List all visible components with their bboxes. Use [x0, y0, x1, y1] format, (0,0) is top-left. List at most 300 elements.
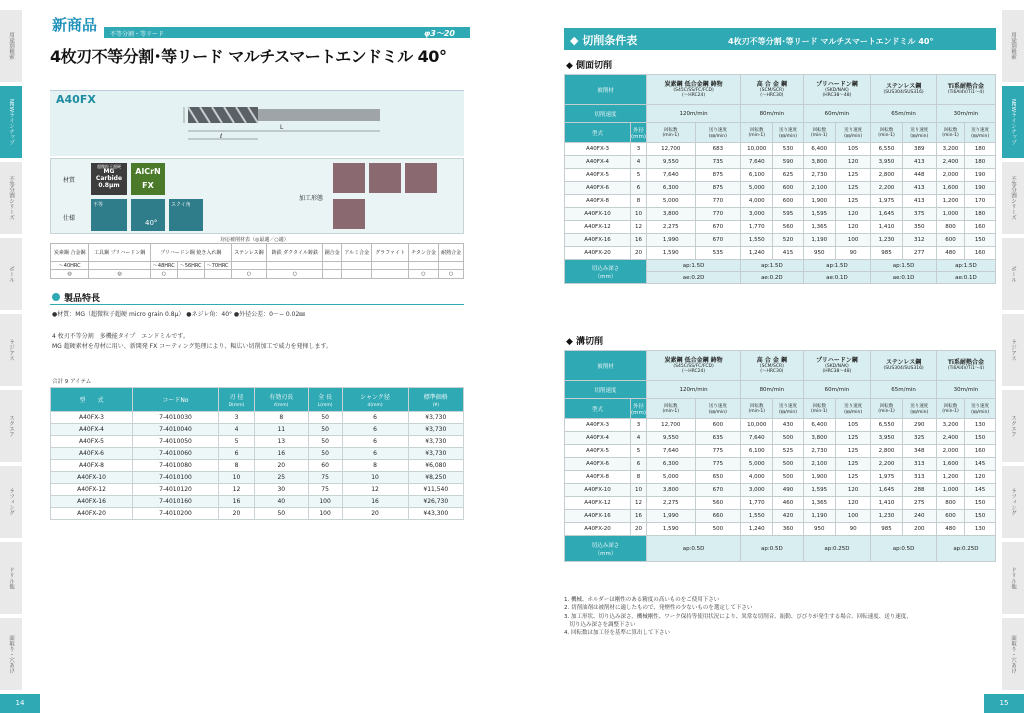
material-cell: [871, 75, 937, 105]
table-cell: A40FX-20: [565, 523, 631, 536]
mg-tag-text: MG Carbide 0.8μm: [95, 168, 123, 189]
table-cell: A40FX-8: [565, 471, 631, 484]
endmill-drawing: [180, 97, 400, 153]
rpm-label: 回転数 (min-1): [871, 399, 902, 419]
table-cell: 530: [773, 143, 803, 156]
table-cell: 5: [631, 445, 647, 458]
rpm-label: 回転数 (min-1): [936, 123, 964, 143]
table-cell: 3,000: [741, 484, 773, 497]
table-cell: 600: [936, 234, 964, 247]
table-cell: 2,100: [803, 182, 835, 195]
table-cell: 1,975: [871, 471, 902, 484]
table-cell: 6,550: [871, 143, 902, 156]
table-cell: 800: [936, 497, 964, 510]
table-cell: 1,900: [803, 471, 835, 484]
work-sub: [439, 262, 464, 270]
table-cell: 1,600: [936, 458, 964, 471]
table-cell: 6: [342, 412, 408, 424]
table-row: [565, 497, 996, 510]
table-cell: 7-4010050: [133, 436, 219, 448]
side-tab[interactable]: NEWラインナップ: [0, 86, 22, 158]
side-tab[interactable]: ボール: [0, 238, 22, 310]
col-dia-unit: D(mm): [228, 402, 245, 408]
table-cell: 500: [773, 432, 803, 445]
table-row: [565, 156, 996, 169]
speed-cell: 60m/min: [803, 381, 871, 399]
table-cell: 2,200: [871, 182, 902, 195]
section-title: ◆ 切削条件表: [570, 34, 638, 47]
table-cell: 105: [836, 419, 871, 432]
table-cell: A40FX-4: [565, 432, 631, 445]
table-cell: 75: [308, 484, 342, 496]
spec-icon-rake-label: スクイ角: [171, 202, 191, 208]
table-cell: 16: [631, 234, 647, 247]
note-1: 1. 機械、ホルダーは剛性のある精度の高いものをご使用下さい: [564, 597, 720, 603]
material-sub: (S45C/SS/FC/FCD) (〜HRC24): [673, 87, 714, 99]
table-row: [565, 195, 996, 208]
table-cell: 7-4010040: [133, 424, 219, 436]
table-cell: 180: [965, 143, 996, 156]
speed-cell: 30m/min: [936, 381, 995, 399]
spec-icon-rake: [169, 199, 203, 231]
material-name: プリハードン鋼: [816, 80, 858, 88]
table-cell: 413: [902, 195, 936, 208]
material-cell: [803, 75, 871, 105]
table-cell: 2,100: [803, 458, 835, 471]
table-cell: ¥43,300: [408, 508, 463, 520]
table-cell: 150: [965, 510, 996, 523]
spec-grid: [50, 158, 464, 234]
table-cell: 1,200: [936, 195, 964, 208]
table-cell: 670: [695, 234, 741, 247]
table-cell: 375: [902, 208, 936, 221]
table-cell: 313: [902, 471, 936, 484]
table-cell: 3: [631, 419, 647, 432]
table-cell: 6: [219, 448, 255, 460]
table-cell: 8: [219, 460, 255, 472]
table-row: [51, 448, 464, 460]
material-sub: (Ti6Al4V/Ti1〜4): [947, 366, 984, 372]
col-flute-unit: ℓ(mm): [274, 402, 289, 408]
machining-icon-4: [333, 199, 365, 229]
side-tab[interactable]: 用途別検索: [1002, 10, 1024, 82]
table-cell: 180: [965, 208, 996, 221]
table-cell: 16: [631, 510, 647, 523]
feed-label: 送り速度 (㎜/min): [695, 399, 741, 419]
table-cell: 6,100: [741, 169, 773, 182]
work-col: プリハードン鋼 焼き入れ鋼: [150, 244, 231, 262]
table-cell: 190: [965, 182, 996, 195]
work-mark: ○: [439, 270, 464, 279]
table-row: [565, 143, 996, 156]
table-cell: 500: [773, 471, 803, 484]
workpiece-table: [50, 243, 464, 279]
new-product-badge: 新商品: [52, 16, 98, 34]
table-cell: 2,400: [936, 432, 964, 445]
table-cell: 415: [773, 247, 803, 260]
table-cell: A40FX-6: [565, 182, 631, 195]
table-cell: 275: [902, 497, 936, 510]
side-cut-title: ◆ 側面切削: [566, 61, 613, 71]
table-cell: 635: [695, 432, 741, 445]
col-length-unit: L(mm): [317, 402, 333, 408]
table-cell: 430: [773, 419, 803, 432]
work-mark: ○: [231, 270, 267, 279]
table-row: [51, 496, 464, 508]
speed-cell: 120m/min: [647, 381, 741, 399]
table-cell: 12: [219, 484, 255, 496]
feed-label: 送り速度 (㎜/min): [836, 123, 871, 143]
machining-icon-2: [369, 163, 401, 193]
product-header-row: [51, 388, 464, 412]
table-cell: A40FX-20: [51, 508, 133, 520]
table-cell: 6,400: [803, 419, 835, 432]
feed-label: 送り速度 (㎜/min): [902, 123, 936, 143]
table-cell: 1,550: [741, 510, 773, 523]
table-cell: 7-4010120: [133, 484, 219, 496]
rpm-label: 回転数 (min-1): [647, 399, 696, 419]
table-row: [51, 460, 464, 472]
table-cell: 650: [695, 471, 741, 484]
table-cell: 413: [902, 156, 936, 169]
work-mark: ○: [408, 270, 438, 279]
spec-icon-helix-label: 40°: [145, 219, 158, 227]
table-row: [565, 432, 996, 445]
table-cell: 12: [342, 484, 408, 496]
table-cell: 7-4010080: [133, 460, 219, 472]
side-tab[interactable]: ラフィング: [1002, 466, 1024, 538]
table-cell: 770: [695, 195, 741, 208]
table-cell: 6: [342, 436, 408, 448]
table-cell: 7-4010030: [133, 412, 219, 424]
work-mark: ◎: [51, 270, 89, 279]
table-cell: 3,800: [803, 432, 835, 445]
table-cell: A40FX-3: [565, 419, 631, 432]
side-tab[interactable]: NEWラインナップ: [1002, 86, 1024, 158]
table-cell: 1,190: [803, 510, 835, 523]
table-cell: ¥3,730: [408, 448, 463, 460]
table-cell: 590: [773, 156, 803, 169]
work-sub: 〜70HRC: [204, 262, 231, 270]
table-cell: 40: [254, 496, 308, 508]
table-cell: 2,200: [871, 458, 902, 471]
table-cell: 1,000: [936, 208, 964, 221]
table-cell: 950: [803, 247, 835, 260]
ap-cell: ap:1.5D: [871, 260, 937, 272]
col-flute: [254, 388, 308, 412]
note-2: 2. 切削油剤は被削材に適したもので、発煙性の少ないものを選定して下さい: [564, 605, 753, 612]
depth-label: 切込み深さ （mm）: [565, 260, 647, 284]
table-cell: 5,000: [741, 182, 773, 195]
work-col: 銅合金: [323, 244, 342, 262]
table-cell: ¥26,730: [408, 496, 463, 508]
table-cell: 125: [836, 432, 871, 445]
table-cell: 600: [936, 510, 964, 523]
side-tab[interactable]: ラジアス: [0, 314, 22, 386]
table-cell: 6,300: [647, 458, 696, 471]
table-cell: 25: [254, 472, 308, 484]
table-cell: 1,770: [741, 221, 773, 234]
section-sub: 4枚刃不等分割･等リード マルチスマートエンドミル 40°: [728, 37, 934, 46]
material-name: ステンレス鋼: [885, 359, 922, 367]
table-cell: 50: [308, 448, 342, 460]
material-cell: [936, 75, 995, 105]
table-cell: 600: [773, 182, 803, 195]
table-cell: 2,000: [936, 445, 964, 458]
table-row: [565, 169, 996, 182]
table-cell: 6,300: [647, 182, 696, 195]
work-mark: [342, 270, 372, 279]
table-cell: 170: [965, 195, 996, 208]
table-cell: 10,000: [741, 143, 773, 156]
unit-row: [565, 399, 996, 419]
table-cell: 1,590: [647, 247, 696, 260]
material-sub: (Ti6Al4V/Ti1〜4): [947, 90, 984, 96]
speed-row: [565, 381, 996, 399]
feed-label: 送り速度 (㎜/min): [965, 399, 996, 419]
side-tab[interactable]: ボール: [1002, 238, 1024, 310]
table-cell: 150: [965, 234, 996, 247]
table-cell: 20: [342, 508, 408, 520]
table-cell: 120: [836, 484, 871, 497]
side-tab[interactable]: ドリル他: [1002, 542, 1024, 614]
table-cell: 7,640: [741, 156, 773, 169]
work-sub: 〜48HRC: [150, 262, 177, 270]
product-table: [50, 387, 464, 520]
table-cell: 50: [308, 424, 342, 436]
table-cell: A40FX-16: [565, 234, 631, 247]
side-tab[interactable]: 不等分割シリーズ: [0, 162, 22, 234]
table-cell: 560: [773, 221, 803, 234]
rpm-label: 回転数 (min-1): [803, 399, 835, 419]
table-cell: 1,190: [803, 234, 835, 247]
table-cell: 100: [308, 508, 342, 520]
table-cell: 12,700: [647, 419, 696, 432]
table-cell: 600: [695, 419, 741, 432]
table-cell: A40FX-10: [51, 472, 133, 484]
feed-label: 送り速度 (㎜/min): [695, 123, 741, 143]
table-row: [565, 234, 996, 247]
table-cell: 10: [219, 472, 255, 484]
table-cell: 595: [773, 208, 803, 221]
rpm-label: 回転数 (min-1): [871, 123, 902, 143]
table-cell: 10: [631, 484, 647, 497]
table-row: [565, 523, 996, 536]
table-cell: ¥8,250: [408, 472, 463, 484]
item-count: 合計 9 アイテム: [52, 379, 92, 385]
table-cell: 490: [773, 484, 803, 497]
side-tab[interactable]: 面取り・穴あけ: [0, 618, 22, 690]
material-sub: (SKD/NAK) (HRC38〜48): [822, 87, 852, 99]
table-cell: 1,645: [871, 484, 902, 497]
table-cell: A40FX-6: [51, 448, 133, 460]
feature-line: ●材質：MG（超微粒子超硬 micro grain 0.8μ） ●ネジレ角：40° ●外径公差：0〜− 0.02㎜: [52, 311, 306, 318]
machining-icon-3: [405, 163, 437, 193]
dia-label: 外径 (mm): [631, 123, 647, 143]
table-row: [565, 484, 996, 497]
table-cell: 7-4010060: [133, 448, 219, 460]
rpm-label: 回転数 (min-1): [741, 123, 773, 143]
table-cell: 125: [836, 195, 871, 208]
table-cell: 145: [965, 484, 996, 497]
spec-label: 仕様: [63, 215, 76, 222]
desc-line-1: 4 枚刃不等分割 多機能タイプ エンドミルです。: [52, 333, 189, 340]
feature-rule: [50, 304, 464, 305]
table-cell: 190: [965, 169, 996, 182]
table-cell: ¥6,080: [408, 460, 463, 472]
table-cell: 125: [836, 471, 871, 484]
table-cell: 10,000: [741, 419, 773, 432]
col-length: [308, 388, 342, 412]
table-cell: 560: [695, 497, 741, 510]
table-cell: 3,200: [936, 419, 964, 432]
material-row: [565, 75, 996, 105]
table-cell: 7,640: [647, 169, 696, 182]
table-cell: 4: [631, 156, 647, 169]
table-cell: 90: [836, 247, 871, 260]
table-cell: A40FX-12: [565, 497, 631, 510]
type-label: 型式: [565, 123, 631, 143]
table-cell: 200: [902, 523, 936, 536]
table-cell: 6: [342, 448, 408, 460]
col-type-label: 型 式: [79, 397, 104, 404]
table-cell: 11: [254, 424, 308, 436]
note-4: 4. 回転数は加工径を基準に算出して下さい: [564, 630, 670, 636]
material-cell: [741, 351, 803, 381]
table-cell: 1,900: [803, 195, 835, 208]
table-cell: 20: [219, 508, 255, 520]
table-cell: 1,645: [871, 208, 902, 221]
table-cell: A40FX-16: [51, 496, 133, 508]
table-cell: 625: [773, 169, 803, 182]
table-cell: 360: [773, 523, 803, 536]
table-cell: A40FX-12: [51, 484, 133, 496]
table-cell: 9,550: [647, 156, 696, 169]
table-cell: 1,200: [936, 471, 964, 484]
side-tab[interactable]: 不等分割シリーズ: [1002, 162, 1024, 234]
material-name: 炭素鋼 低合金鋼 鋳物: [664, 356, 723, 364]
table-cell: 775: [695, 458, 741, 471]
table-cell: 3: [631, 143, 647, 156]
table-cell: 600: [773, 195, 803, 208]
table-cell: 120: [836, 221, 871, 234]
table-cell: 348: [902, 445, 936, 458]
table-cell: 8: [342, 460, 408, 472]
table-cell: 2,730: [803, 445, 835, 458]
material-sub: (SCM/SCR) (〜HRC30): [759, 363, 784, 375]
table-cell: 20: [631, 523, 647, 536]
table-cell: 125: [836, 458, 871, 471]
side-tab[interactable]: スクエア: [1002, 390, 1024, 462]
coating-tag: AlCrN FX: [131, 163, 165, 195]
material-cell: [647, 351, 741, 381]
table-cell: 683: [695, 143, 741, 156]
feature-title: 製品特長: [64, 294, 101, 304]
side-tab[interactable]: スクエア: [0, 390, 22, 462]
table-cell: 3,800: [803, 156, 835, 169]
table-cell: 875: [695, 182, 741, 195]
table-cell: 1,240: [741, 247, 773, 260]
table-cell: 5,000: [741, 458, 773, 471]
table-row: [565, 510, 996, 523]
svg-text:ℓ: ℓ: [220, 133, 223, 140]
table-cell: 145: [965, 458, 996, 471]
side-tab[interactable]: ドリル他: [0, 542, 22, 614]
table-cell: 125: [836, 169, 871, 182]
unit-row: [565, 123, 996, 143]
material-name: プリハードン鋼: [816, 356, 858, 364]
table-row: [565, 221, 996, 234]
table-cell: A40FX-5: [565, 169, 631, 182]
ap-cell: ap:0.5D: [741, 536, 803, 562]
work-col: アルミ合金: [342, 244, 372, 262]
work-sub: [323, 262, 342, 270]
speed-label: 切削速度: [565, 381, 647, 399]
table-cell: 735: [695, 156, 741, 169]
col-price-unit: (¥): [432, 402, 439, 408]
table-cell: 1,600: [936, 182, 964, 195]
table-cell: 985: [871, 523, 902, 536]
side-tab[interactable]: 用途別検索: [0, 10, 22, 82]
table-cell: 100: [836, 234, 871, 247]
table-cell: 3,800: [647, 484, 696, 497]
material-cell: [871, 351, 937, 381]
table-cell: 12,700: [647, 143, 696, 156]
work-mark: ◎: [89, 270, 151, 279]
table-cell: 277: [902, 247, 936, 260]
table-cell: 660: [695, 510, 741, 523]
table-cell: 413: [902, 182, 936, 195]
table-cell: 1,410: [871, 497, 902, 510]
ap-cell: ap:0.25D: [803, 536, 871, 562]
table-cell: 10: [631, 208, 647, 221]
rpm-label: 回転数 (min-1): [647, 123, 696, 143]
side-tab[interactable]: ラフィング: [0, 466, 22, 538]
feed-label: 送り速度 (㎜/min): [965, 123, 996, 143]
dia-label: 外径 (mm): [631, 399, 647, 419]
table-cell: 7-4010200: [133, 508, 219, 520]
material-cell: [936, 351, 995, 381]
rpm-label: 回転数 (min-1): [741, 399, 773, 419]
table-cell: 535: [695, 247, 741, 260]
table-cell: 50: [308, 436, 342, 448]
ap-cell: ap:0.25D: [936, 536, 995, 562]
material-label: 被削材: [565, 351, 647, 381]
table-cell: 16: [254, 448, 308, 460]
svg-text:L: L: [280, 124, 284, 131]
work-col: 耐熱合金: [439, 244, 464, 262]
table-cell: 13: [254, 436, 308, 448]
table-cell: 500: [695, 523, 741, 536]
work-sub: 〜40HRC: [51, 262, 89, 270]
side-tab[interactable]: 面取り・穴あけ: [1002, 618, 1024, 690]
work-sub: [89, 262, 151, 270]
material-name: Ti系耐熱合金: [947, 359, 984, 367]
material-sub: (S45C/SS/FC/FCD) (〜HRC24): [673, 363, 714, 375]
table-cell: ¥11,540: [408, 484, 463, 496]
table-cell: 50: [308, 412, 342, 424]
table-cell: 3,800: [647, 208, 696, 221]
work-mark: [204, 270, 231, 279]
table-cell: 90: [836, 523, 871, 536]
type-label: 型式: [565, 399, 631, 419]
side-tab[interactable]: ラジアス: [1002, 314, 1024, 386]
model-code: A40FX: [56, 93, 96, 106]
table-cell: 7,640: [647, 445, 696, 458]
table-cell: 1,365: [803, 497, 835, 510]
table-cell: 180: [965, 156, 996, 169]
table-cell: 50: [254, 508, 308, 520]
